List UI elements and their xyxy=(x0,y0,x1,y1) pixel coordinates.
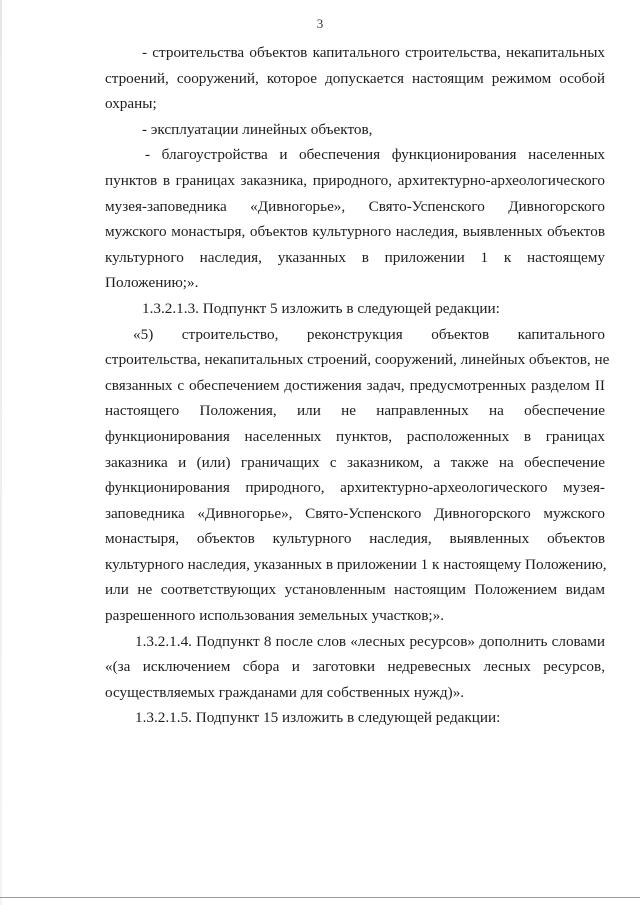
text-line: «5) строительство, реконструкция объектов капитального xyxy=(133,325,605,343)
bottom-edge-line xyxy=(0,897,640,898)
text-line: охраны; xyxy=(105,95,157,113)
text-line: строений, сооружений, которое допускается настоящим режимом особой xyxy=(105,69,605,87)
text-line: осуществляемых гражданами для собственных нужд)». xyxy=(105,683,465,701)
text-line: связанных с обеспечением достижения задач, предусмотренных разделом II xyxy=(105,376,605,394)
text-line: функционирования природного, архитектурно-археологического музея- xyxy=(105,479,605,497)
text-line: заказника и (или) граничащих с заказником, а также на обеспечение xyxy=(105,453,605,471)
text-line: строительства, некапитальных строений, сооружений, линейных объектов, не xyxy=(105,351,610,369)
text-line: функционирования населенных пунктов, расположенных в границах xyxy=(105,427,605,445)
text-line: заповедника «Дивногорье», Свято-Успенского Дивногорского мужского xyxy=(105,504,605,522)
page-number: 3 xyxy=(316,16,324,31)
text-line: культурного наследия, указанных в приложении 1 к настоящему xyxy=(105,248,605,266)
scan-edge-shadow xyxy=(0,0,2,905)
text-line: - строительства объектов капитального строительства, некапитальных xyxy=(142,44,605,61)
text-line: культурного наследия, указанных в приложении 1 к настоящему Положению, xyxy=(105,555,607,573)
document-body xyxy=(105,40,610,731)
text-line: разрешенного использования земельных участков;». xyxy=(105,607,444,625)
text-line: музея-заповедника «Дивногорье», Свято-Успенского Дивногорского xyxy=(105,197,605,215)
text-line: - эксплуатации линейных объектов, xyxy=(142,120,373,138)
text-line: настоящего Положения, или не направленных на обеспечение xyxy=(105,402,605,420)
text-line: 1.3.2.1.5. Подпункт 15 изложить в следующей редакции: xyxy=(135,709,501,727)
text-line: Положению;». xyxy=(105,274,199,292)
text-line: монастыря, объектов культурного наследия, выявленных объектов xyxy=(105,530,605,548)
text-line: «(за исключением сбора и заготовки недревесных лесных ресурсов, xyxy=(105,658,605,676)
text-line: пунктов в границах заказника, природного, архитектурно-археологического xyxy=(105,171,605,189)
text-line: или не соответствующих установленным настоящим Положением видам xyxy=(105,581,605,599)
text-line: - благоустройства и обеспечения функционирования населенных xyxy=(145,146,605,164)
text-line: 1.3.2.1.4. Подпункт 8 после слов «лесных ресурсов» дополнить словами xyxy=(135,632,605,650)
text-line: 1.3.2.1.3. Подпункт 5 изложить в следующей редакции: xyxy=(142,299,500,317)
text-line: мужского монастыря, объектов культурного наследия, выявленных объектов xyxy=(105,223,605,241)
